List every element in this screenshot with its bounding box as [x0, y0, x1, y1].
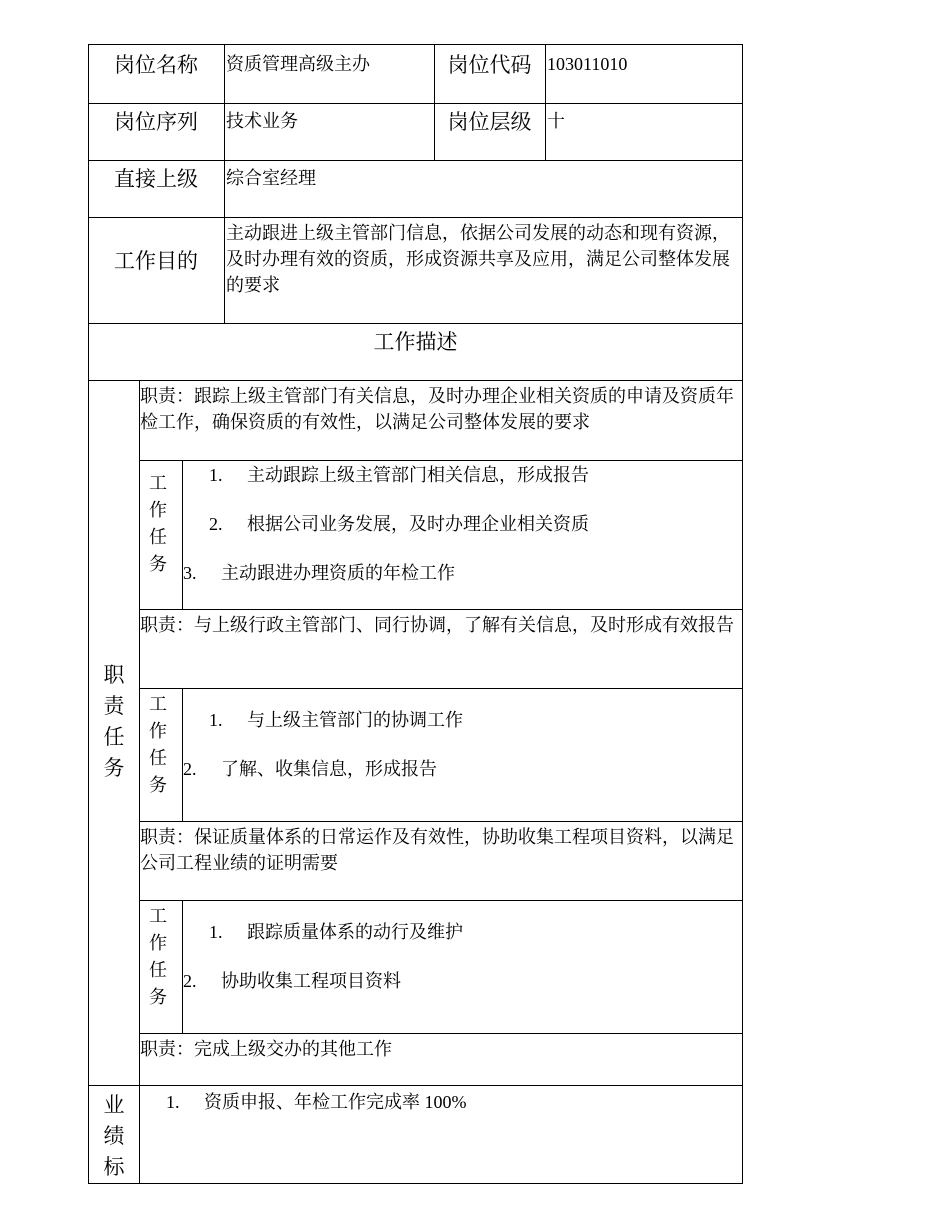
purpose-value: 主动跟进上级主管部门信息，依据公司发展的动态和现有资源，及时办理有效的资质，形成资源共享及应用，满足公司整体发展的要求 — [226, 223, 730, 295]
post-level-value: 十 — [547, 111, 565, 131]
task-label: 工 作 任 务 — [149, 906, 167, 1007]
purpose-label: 工作目的 — [114, 249, 198, 273]
post-code-value: 103011010 — [547, 54, 628, 74]
superior-label: 直接上级 — [114, 167, 198, 191]
post-code-label: 岗位代码 — [447, 53, 532, 77]
superior-value: 综合室经理 — [226, 168, 316, 188]
post-name-value: 资质管理高级主办 — [226, 54, 370, 74]
task-label: 工 作 任 务 — [149, 694, 167, 795]
duty-text: 职责：完成上级交办的其他工作 — [140, 1039, 392, 1059]
post-level-label: 岗位层级 — [447, 110, 532, 134]
duty-text: 职责：跟踪上级主管部门有关信息，及时办理企业相关资质的申请及资质年检工作，确保资质的有效性，以满足公司整体发展的要求 — [140, 386, 734, 432]
task-item: 2. 根据公司业务发展，及时办理企业相关资质 — [209, 514, 589, 534]
post-name-label: 岗位名称 — [114, 53, 198, 77]
task-item: 1. 跟踪质量体系的动行及维护 — [209, 922, 463, 942]
task-label: 工 作 任 务 — [149, 473, 167, 574]
duty-text: 职责：保证质量体系的日常运作及有效性，协助收集工程项目资料，以满足公司工程业绩的证明需要 — [140, 827, 734, 873]
duty-text: 职责：与上级行政主管部门、同行协调，了解有关信息，及时形成有效报告 — [140, 615, 734, 635]
performance-label: 业 绩 标 — [103, 1093, 125, 1179]
section-title: 工作描述 — [373, 330, 458, 354]
task-item: 3. 主动跟进办理资质的年检工作 — [183, 563, 455, 583]
post-series-value: 技术业务 — [226, 111, 298, 131]
task-item: 1. 主动跟踪上级主管部门相关信息，形成报告 — [209, 465, 589, 485]
post-series-label: 岗位序列 — [114, 110, 198, 134]
task-item: 2. 了解、收集信息，形成报告 — [183, 759, 437, 779]
task-item: 1. 与上级主管部门的协调工作 — [209, 710, 463, 730]
performance-item: 1. 资质申报、年检工作完成率 100% — [166, 1092, 467, 1112]
task-item: 2. 协助收集工程项目资料 — [183, 971, 401, 991]
duties-label: 职 责 任 务 — [103, 663, 125, 780]
